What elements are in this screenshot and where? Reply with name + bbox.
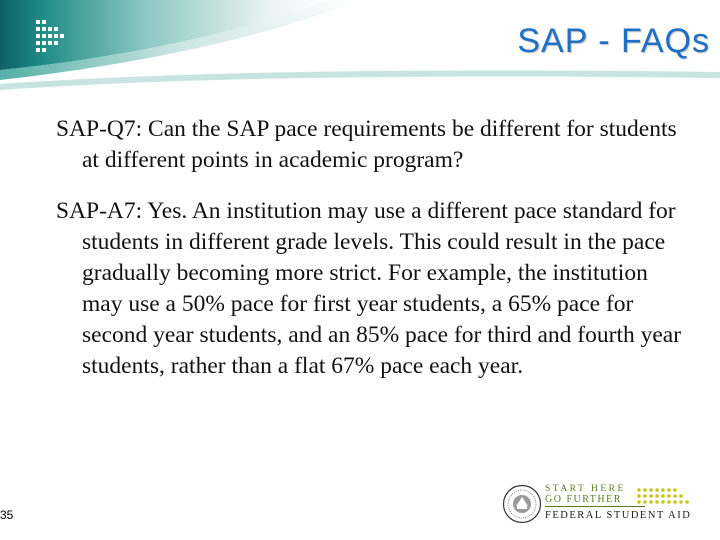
header-band bbox=[0, 0, 720, 100]
faq-question: SAP-Q7: Can the SAP pace requirements be different for students at different points in academic program? bbox=[56, 116, 677, 173]
logo-dot-grid-icon bbox=[636, 487, 690, 507]
logo-agency-name: FEDERAL STUDENT AID bbox=[545, 510, 692, 521]
slide-body bbox=[56, 114, 686, 402]
slide-title: SAP - FAQs bbox=[517, 22, 710, 60]
faq-answer: SAP-A7: Yes. An institution may use a different pace standard for students in different grade levels. This could result in the pace gradually becoming more strict. For example, the institution may use a 50% pace for first year students, a 65% pace for second year students, and an 85% pace for third and fourth year students, rather than a flat 67% pace each year. bbox=[56, 198, 682, 379]
logo-go-further: GO FURTHER bbox=[545, 494, 622, 505]
logo-start-here: START HERE bbox=[545, 484, 626, 494]
department-seal-icon bbox=[502, 484, 542, 524]
federal-student-aid-logo bbox=[502, 484, 698, 528]
dot-matrix-arrow-icon bbox=[30, 18, 70, 54]
logo-divider bbox=[545, 506, 645, 507]
page-number: 35 bbox=[0, 508, 14, 522]
